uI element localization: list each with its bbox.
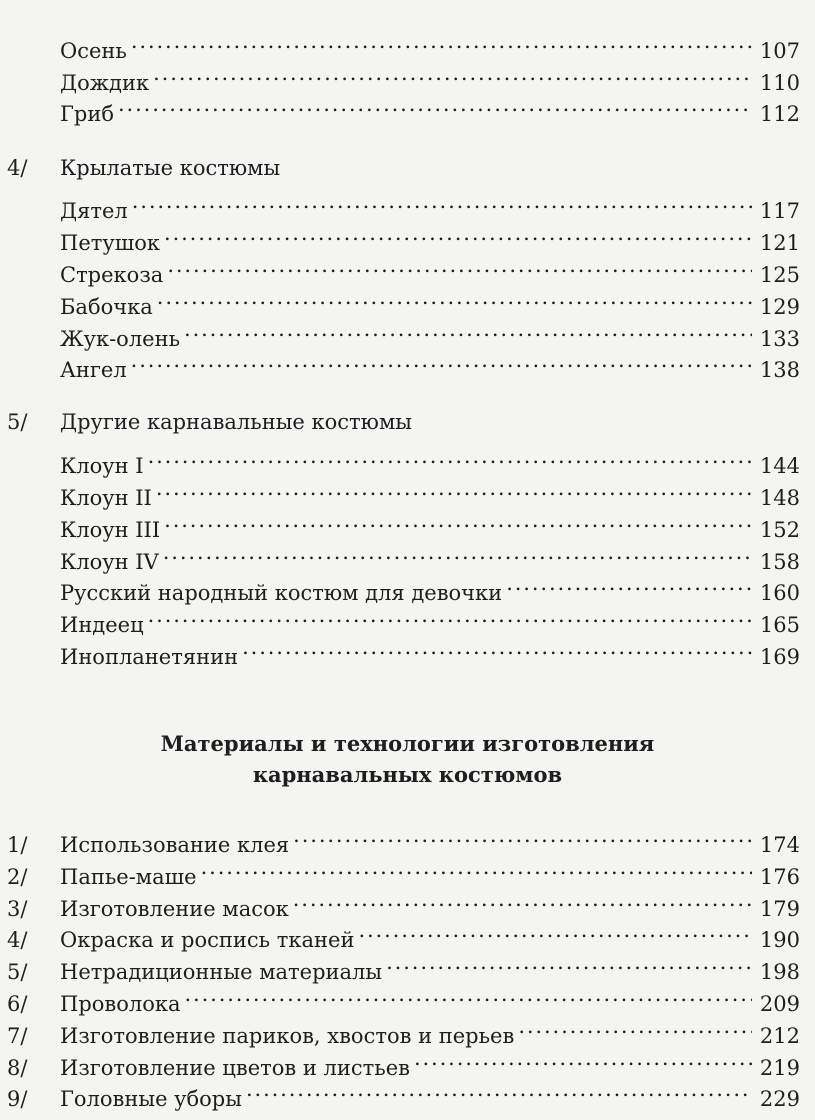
chapter-title-line-1: Материалы и технологии изготовления: [160, 731, 655, 756]
entry-page: 179: [759, 897, 800, 921]
entry-page: 158: [759, 550, 800, 574]
entry-page: 212: [759, 1024, 800, 1048]
entry-page: 165: [759, 613, 800, 637]
toc-entry: [7, 850, 800, 889]
leader-dots: [132, 184, 752, 218]
toc-entry: [60, 87, 800, 126]
entry-page: 121: [759, 231, 800, 255]
entry-page: 209: [759, 992, 800, 1016]
section-number: 5/: [7, 410, 28, 434]
entry-label: Дятел: [60, 199, 128, 223]
toc-entry: [60, 439, 800, 478]
toc-entry: [7, 977, 800, 1016]
entry-label: Петушок: [60, 231, 161, 255]
entry-page: 107: [759, 39, 800, 63]
toc-entry: [60, 216, 800, 255]
entry-page: 176: [759, 865, 800, 889]
entry-label: Жук-олень: [60, 327, 181, 351]
leader-dots: [518, 1009, 752, 1043]
entry-page: 129: [759, 295, 800, 319]
leader-dots: [118, 87, 752, 121]
leader-dots: [164, 216, 752, 250]
entry-page: 160: [759, 581, 800, 605]
leader-dots: [164, 503, 752, 537]
entry-page: 152: [759, 518, 800, 542]
entry-label: Клоун II: [60, 486, 152, 510]
toc-entry: [60, 630, 800, 669]
entry-number: 6/: [7, 992, 28, 1016]
entry-number: 2/: [7, 865, 28, 889]
toc-entry: [60, 503, 800, 542]
section-heading: [7, 151, 800, 185]
toc-entry: [7, 913, 800, 952]
entry-page: 148: [759, 486, 800, 510]
leader-dots: [163, 535, 752, 569]
entry-page: 125: [759, 263, 800, 287]
entry-page: 117: [759, 199, 800, 223]
leader-dots: [201, 850, 752, 884]
entry-label: Стрекоза: [60, 263, 164, 287]
entry-number: 3/: [7, 897, 28, 921]
toc-entry: [60, 535, 800, 574]
entry-label: Клоун IV: [60, 550, 159, 574]
leader-dots: [293, 882, 752, 916]
entry-label: Проволока: [60, 992, 181, 1016]
toc-entry: [7, 1072, 800, 1111]
entry-label: Клоун I: [60, 454, 144, 478]
entry-page: 174: [759, 833, 800, 857]
toc-entry: [7, 882, 800, 921]
entry-page: 198: [759, 960, 800, 984]
leader-dots: [246, 1072, 752, 1106]
leader-dots: [153, 56, 752, 90]
section-title: Крылатые костюмы: [60, 156, 281, 180]
entry-label: Изготовление цветов и листьев: [60, 1056, 410, 1080]
entry-label: Дождик: [60, 71, 150, 95]
entry-page: 112: [759, 102, 800, 126]
leader-dots: [131, 24, 752, 58]
toc-entry: [60, 184, 800, 223]
entry-page: 219: [759, 1056, 800, 1080]
toc-entry: [7, 818, 800, 857]
toc-entry: [60, 248, 800, 287]
leader-dots: [148, 598, 752, 632]
leader-dots: [185, 977, 753, 1011]
toc-entry: [60, 471, 800, 510]
toc-entry: [60, 566, 800, 605]
entry-label: Бабочка: [60, 295, 153, 319]
entry-label: Инопланетянин: [60, 645, 239, 669]
leader-dots: [358, 913, 752, 947]
entry-page: 110: [759, 71, 800, 95]
entry-page: 133: [759, 327, 800, 351]
leader-dots: [506, 566, 752, 600]
leader-dots: [167, 248, 752, 282]
entry-page: 138: [759, 358, 800, 382]
leader-dots: [156, 471, 752, 505]
leader-dots: [242, 630, 752, 664]
entry-number: 7/: [7, 1024, 28, 1048]
entry-page: 229: [759, 1087, 800, 1111]
entry-label: Осень: [60, 39, 127, 63]
section-title: Другие карнавальные костюмы: [60, 410, 412, 434]
leader-dots: [131, 343, 752, 377]
entry-number: 9/: [7, 1087, 28, 1111]
entry-label: Нетрадиционные материалы: [60, 960, 383, 984]
leader-dots: [157, 280, 752, 314]
entry-label: Русский народный костюм для девочки: [60, 581, 503, 605]
toc-entry: [60, 56, 800, 95]
toc-entry: [60, 24, 800, 63]
entry-number: 5/: [7, 960, 28, 984]
toc-entry: [60, 312, 800, 351]
entry-label: Папье-маше: [60, 865, 197, 889]
entry-label: Головные уборы: [60, 1087, 242, 1111]
entry-number: 8/: [7, 1056, 28, 1080]
entry-label: Окраска и роспись тканей: [60, 928, 355, 952]
entry-label: Изготовление париков, хвостов и перьев: [60, 1024, 515, 1048]
section-number: 4/: [7, 156, 28, 180]
entry-label: Индеец: [60, 613, 144, 637]
entry-label: Ангел: [60, 358, 127, 382]
entry-label: Использование клея: [60, 833, 290, 857]
toc-entry: [7, 1041, 800, 1080]
toc-entry: [7, 1009, 800, 1048]
leader-dots: [414, 1041, 752, 1075]
toc-entry: [60, 598, 800, 637]
entry-label: Клоун III: [60, 518, 161, 542]
chapter-title-line-2: карнавальных костюмов: [252, 762, 563, 787]
leader-dots: [293, 818, 752, 852]
entry-number: 4/: [7, 928, 28, 952]
entry-page: 169: [759, 645, 800, 669]
leader-dots: [184, 312, 752, 346]
toc-entry: [7, 945, 800, 984]
toc-entry: [60, 280, 800, 319]
entry-number: 1/: [7, 833, 28, 857]
entry-label: Изготовление масок: [60, 897, 289, 921]
toc-entry: [60, 343, 800, 382]
entry-label: Гриб: [60, 102, 114, 126]
leader-dots: [148, 439, 752, 473]
entry-page: 190: [759, 928, 800, 952]
section-heading: [7, 405, 800, 439]
entry-page: 144: [759, 454, 800, 478]
leader-dots: [386, 945, 752, 979]
